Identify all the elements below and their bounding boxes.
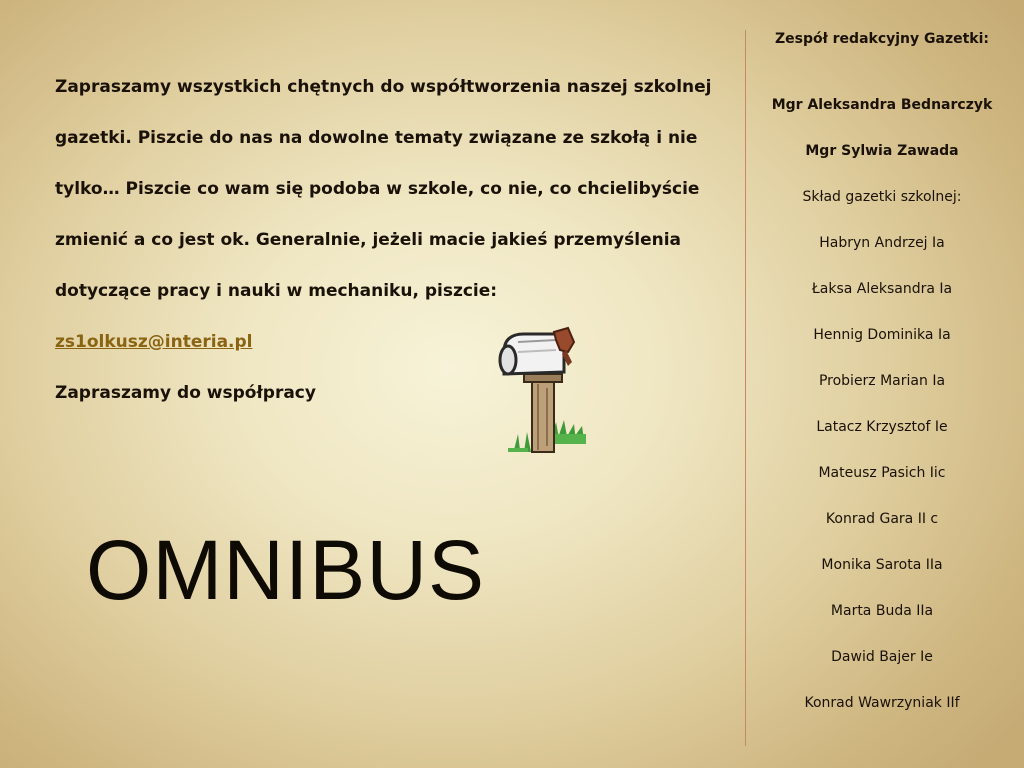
staff-heading: Skład gazetki szkolnej: <box>802 189 962 205</box>
member-name: Marta Buda IIa <box>830 603 934 619</box>
main-text-block <box>55 62 715 419</box>
spacer <box>752 62 1012 82</box>
member-name: Habryn Andrzej Ia <box>819 235 945 251</box>
member-name: Konrad Wawrzyniak IIf <box>804 695 960 711</box>
editor-name: Mgr Sylwia Zawada <box>805 143 959 159</box>
vertical-divider <box>745 30 746 746</box>
member-name: Łaksa Aleksandra Ia <box>811 281 953 297</box>
sidebar-heading: Zespół redakcyjny Gazetki: <box>774 31 990 47</box>
member-name: Monika Sarota IIa <box>821 557 943 573</box>
closing-text: Zapraszamy do współpracy <box>55 383 316 403</box>
newspaper-title: OMNIBUS <box>86 523 486 617</box>
member-name: Hennig Dominika Ia <box>813 327 951 343</box>
sidebar <box>752 16 1012 726</box>
mailbox-body <box>500 328 574 374</box>
email-link[interactable]: zs1olkusz@interia.pl <box>55 332 253 352</box>
member-name: Mateusz Pasich Iic <box>818 465 946 481</box>
member-name: Dawid Bajer Ie <box>831 649 933 665</box>
member-name: Konrad Gara II c <box>825 511 939 527</box>
invitation-paragraph: Zapraszamy wszystkich chętnych do współtworzenia naszej szkolnej gazetki. Piszcie do nas na dowolne tematy związane ze szkołą i nie tylko… Piszcie co wam się podoba w szkole, co nie, co chcielibyście zmienić a co jest ok. Generalnie, jeżeli macie jakieś przemyślenia dotyczące pracy i nauki w mechaniku, piszcie: <box>55 77 712 301</box>
member-name: Latacz Krzysztof Ie <box>816 419 948 435</box>
mailbox-icon <box>494 322 594 457</box>
member-name: Probierz Marian Ia <box>818 373 946 389</box>
editor-name: Mgr Aleksandra Bednarczyk <box>771 97 993 113</box>
